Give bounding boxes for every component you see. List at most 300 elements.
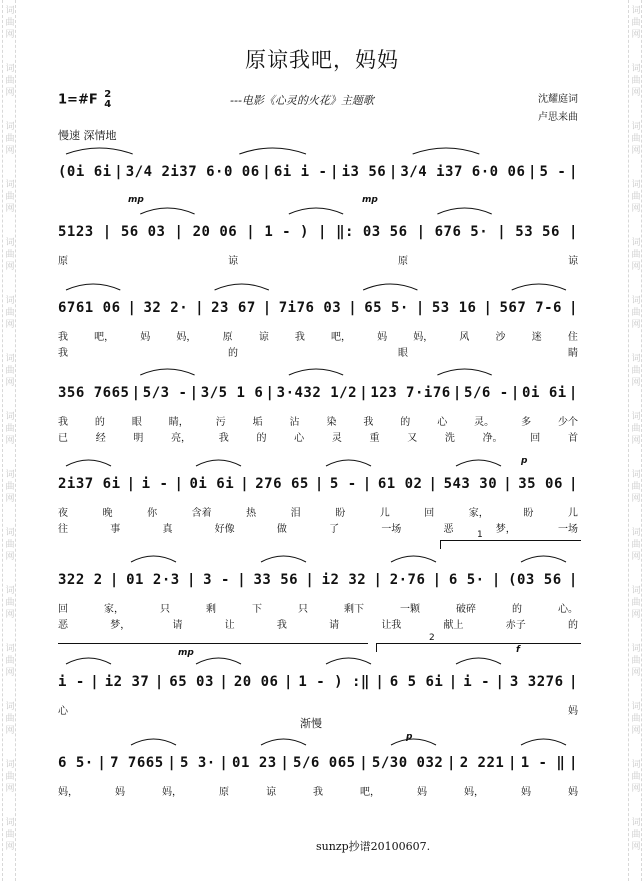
barline: | <box>90 674 100 690</box>
lyric-syllable: 我 <box>58 417 68 428</box>
lyric-syllable: 首 <box>567 433 578 444</box>
measure: (0i 6i <box>58 164 112 180</box>
watermark-char: 网 <box>5 726 15 736</box>
watermark-char: 曲 <box>631 366 641 376</box>
watermark-char: 曲 <box>5 656 15 666</box>
barline: | <box>174 476 184 492</box>
watermark-char: 曲 <box>631 134 641 144</box>
lyric-syllable: 原 <box>219 787 229 798</box>
watermark-char: 网 <box>5 204 15 214</box>
measure: 6761 06 <box>58 300 121 316</box>
lyric-syllable: 梦， <box>110 620 131 631</box>
lyric-syllable: 吧， <box>360 787 380 798</box>
lyric-syllable: 泪 <box>290 508 301 519</box>
watermark-char: 曲 <box>5 424 15 434</box>
measure: 01 23 <box>232 755 277 771</box>
lyric-syllable: 的 <box>256 433 267 444</box>
barline: | <box>114 164 124 180</box>
dynamic-mp-3: mp <box>178 648 194 658</box>
notes-row <box>58 373 578 401</box>
lyric-syllable: 风 <box>459 332 470 343</box>
watermark-char: 曲 <box>5 308 15 318</box>
lyric-syllable: 我 <box>58 332 68 343</box>
lyric-syllable: 垢 <box>252 417 263 428</box>
watermark-char: 网 <box>5 378 15 388</box>
measure: 7 7665 <box>110 755 164 771</box>
measure: 1 - ‖ <box>520 755 566 771</box>
measure: 23 67 <box>211 300 256 316</box>
barline: | <box>448 674 458 690</box>
lyric-syllable: 下 <box>252 604 262 615</box>
barline: | <box>373 572 383 588</box>
watermark-char: 网 <box>631 436 641 446</box>
measure: 6 5 6i <box>389 674 444 690</box>
lyric-syllable: 迷 <box>531 332 542 343</box>
score-line <box>58 560 578 652</box>
lyric-syllable: 已 <box>58 433 68 444</box>
measure: 3/5 1 6 <box>200 385 264 401</box>
barline: | <box>528 164 537 180</box>
lyrics-verse-2 <box>58 520 578 534</box>
barline: | <box>97 755 107 771</box>
measure: i2 37 <box>104 674 150 690</box>
lyric-syllable: 经 <box>95 433 106 444</box>
watermark-char: 词 <box>5 528 15 538</box>
watermark-char: 曲 <box>5 134 15 144</box>
watermark-char: 词 <box>5 296 15 306</box>
lyric-syllable: 夜 <box>58 508 68 519</box>
watermark-char: 曲 <box>631 76 641 86</box>
lyric-syllable: 剩 <box>206 604 216 615</box>
watermark-char: 网 <box>631 784 641 794</box>
lyric-syllable: 献上 <box>443 620 464 631</box>
lyrics-verse-1 <box>58 413 578 427</box>
watermark-char: 词 <box>5 354 15 364</box>
barline: | <box>330 164 339 180</box>
composer: 卢思来曲 <box>538 112 578 123</box>
barline: | <box>569 300 578 316</box>
lyric-syllable: 灵。 <box>474 417 495 428</box>
watermark-char: 网 <box>5 784 15 794</box>
lyric-syllable: 谅 <box>228 256 238 267</box>
lyric-syllable: 眼 <box>398 348 408 359</box>
measure: 123 7·i76 <box>370 385 451 401</box>
watermark-char: 网 <box>631 378 641 388</box>
lyric-syllable: 眼 <box>131 417 142 428</box>
measure: 567 7-6 <box>499 300 562 316</box>
measure: 01 2·3 <box>126 572 180 588</box>
lyrics-verse-1 <box>58 783 578 797</box>
lyric-syllable: 妈 <box>568 706 578 717</box>
measure: 5 3· <box>179 755 216 771</box>
barline: | <box>283 674 293 690</box>
watermark-char: 词 <box>5 586 15 596</box>
measure: 2·76 <box>389 572 426 588</box>
lyric-syllable: 赤子 <box>505 620 526 631</box>
watermark-char: 网 <box>631 842 641 852</box>
watermark-char: 曲 <box>631 192 641 202</box>
watermark-char: 网 <box>631 494 641 504</box>
barline: | <box>415 300 425 316</box>
barline: | <box>568 164 578 180</box>
measure: 322 2 <box>58 572 103 588</box>
lyric-syllable: 我 <box>276 620 287 631</box>
lyric-syllable: 心 <box>294 433 305 444</box>
measure: 276 65 <box>255 476 309 492</box>
watermark-char: 网 <box>5 88 15 98</box>
lyric-syllable: 儿 <box>379 508 390 519</box>
barline: | <box>127 300 137 316</box>
watermark-char: 曲 <box>631 772 641 782</box>
watermark-char: 网 <box>631 30 641 40</box>
barline: | <box>568 476 578 492</box>
lyric-syllable: 真 <box>162 524 173 535</box>
lyric-syllable: 盼 <box>523 508 534 519</box>
volta-second-number: 2 <box>429 633 435 643</box>
watermark-char: 曲 <box>631 598 641 608</box>
watermark-char: 网 <box>631 726 641 736</box>
watermark-char: 词 <box>631 470 641 480</box>
barline: | <box>265 385 275 401</box>
lyric-syllable: 我 <box>58 348 68 359</box>
measure: 356 7665 <box>58 385 130 401</box>
barline: | <box>388 164 398 180</box>
meter-top: 2 <box>104 89 112 100</box>
barline: | <box>569 755 578 771</box>
measure: 3 3276 <box>509 674 564 690</box>
lyric-syllable: 睛 <box>568 348 578 359</box>
lyric-syllable: 儿 <box>567 508 578 519</box>
watermark-char: 词 <box>631 296 641 306</box>
lyricist: 沈耀庭词 <box>538 94 578 105</box>
watermark-char: 词 <box>631 528 641 538</box>
dynamic-f: f <box>516 645 520 655</box>
measure: 6 5· <box>58 755 94 771</box>
lyric-syllable: 破碎 <box>456 604 476 615</box>
watermark-char: 词 <box>631 586 641 596</box>
watermark-char: 词 <box>5 238 15 248</box>
watermark-char: 曲 <box>5 540 15 550</box>
measure: 53 16 <box>431 300 477 316</box>
lyric-syllable: 谅 <box>266 787 276 798</box>
watermark-char: 曲 <box>5 366 15 376</box>
watermark-char: 曲 <box>5 714 15 724</box>
barline: | <box>109 572 119 588</box>
lyric-syllable: 请 <box>329 620 340 631</box>
score-line <box>58 373 578 465</box>
watermark-char: 网 <box>5 610 15 620</box>
lyric-syllable: 住 <box>567 332 578 343</box>
lyric-syllable: 晚 <box>102 508 113 519</box>
watermark-char: 词 <box>5 644 15 654</box>
lyrics-verse-2 <box>58 344 578 358</box>
measure: 5 - <box>329 476 357 492</box>
lyric-syllable: 回 <box>58 604 68 615</box>
lyrics-verse-2 <box>58 616 578 630</box>
lyric-syllable: 一颗 <box>400 604 420 615</box>
barline: | <box>154 674 164 690</box>
lyric-syllable: 剩下 <box>344 604 364 615</box>
measure: 7i76 03 <box>278 300 342 316</box>
measure: 61 02 <box>377 476 423 492</box>
measure: 33 56 <box>253 572 299 588</box>
meter-bottom: 4 <box>104 99 112 110</box>
measure: 1 - ) :‖ <box>298 674 370 690</box>
watermark-char: 词 <box>5 6 15 16</box>
lyric-syllable: 妈 <box>140 332 151 343</box>
barline: | <box>262 164 272 180</box>
lyrics-verse-1 <box>58 702 578 716</box>
watermark-char: 词 <box>631 760 641 770</box>
lyric-syllable: 家， <box>104 604 124 615</box>
watermark-char: 曲 <box>5 76 15 86</box>
lyric-syllable: 妈 <box>521 787 531 798</box>
barline: | <box>497 224 507 240</box>
barline: | <box>131 385 141 401</box>
watermark-char: 曲 <box>631 308 641 318</box>
barline: | <box>375 674 385 690</box>
measure: 5/3 - <box>142 385 188 401</box>
watermark-char: 曲 <box>631 656 641 666</box>
dynamic-p-2: p <box>406 732 413 742</box>
barline: | <box>237 572 247 588</box>
lyrics-verse-1 <box>58 252 578 266</box>
measure: 5/30 032 <box>371 755 444 771</box>
watermark-char: 曲 <box>631 830 641 840</box>
lyric-syllable: 梦， <box>495 524 516 535</box>
watermark-char: 曲 <box>631 714 641 724</box>
lyric-syllable: 妈， <box>413 332 434 343</box>
watermark-char: 网 <box>5 30 15 40</box>
watermark-char: 曲 <box>5 598 15 608</box>
barline: | <box>240 476 250 492</box>
lyric-syllable: 吧， <box>94 332 115 343</box>
lyric-syllable: 的 <box>567 620 578 631</box>
key-label: 1=#F <box>58 92 98 108</box>
watermark-char: 词 <box>631 238 641 248</box>
lyric-syllable: 原 <box>58 256 68 267</box>
watermark-char: 曲 <box>5 772 15 782</box>
measure: 2i37 6i <box>58 476 121 492</box>
watermark-char: 词 <box>631 180 641 190</box>
notes-row <box>58 743 578 771</box>
lyric-syllable: 让 <box>224 620 235 631</box>
lyric-syllable: 重 <box>369 433 380 444</box>
measure: i - <box>463 674 491 690</box>
barline: | <box>495 674 505 690</box>
watermark-char: 词 <box>5 412 15 422</box>
dynamic-mp-1: mp <box>128 195 144 205</box>
watermark-char: 网 <box>631 320 641 330</box>
barline: | <box>189 385 199 401</box>
barline: | <box>195 300 205 316</box>
lyric-syllable: 只 <box>160 604 170 615</box>
barline: | <box>416 224 426 240</box>
lyric-syllable: 热 <box>246 508 257 519</box>
barline: | <box>246 224 256 240</box>
watermark-char: 网 <box>5 552 15 562</box>
measure: 56 03 <box>120 224 166 240</box>
watermark-char: 网 <box>631 552 641 562</box>
lyric-syllable: 我 <box>294 332 305 343</box>
barline: | <box>280 755 290 771</box>
barline: | <box>568 572 578 588</box>
lyric-syllable: 往 <box>58 524 68 535</box>
subtitle: ---电影《心灵的火花》主题歌 <box>230 94 374 107</box>
measure: 0i 6i <box>189 476 235 492</box>
lyrics-verse-1 <box>58 328 578 342</box>
lyric-syllable: 多 <box>521 417 532 428</box>
lyric-syllable: 一场 <box>381 524 402 535</box>
measure: 5123 <box>58 224 94 240</box>
barline: | <box>102 224 112 240</box>
lyric-syllable: 我 <box>313 787 323 798</box>
lyric-syllable: 亮， <box>171 433 192 444</box>
barline: | <box>447 755 456 771</box>
notes-row <box>58 560 578 588</box>
key-signature <box>58 90 111 110</box>
barline: | <box>359 385 369 401</box>
lyric-syllable: 含着 <box>191 508 212 519</box>
lyric-syllable: 恶 <box>58 620 68 631</box>
watermark-char: 曲 <box>5 192 15 202</box>
watermark-char: 网 <box>631 668 641 678</box>
measure: 20 06 <box>192 224 238 240</box>
watermark-char: 网 <box>5 494 15 504</box>
measure: 65 5· <box>364 300 409 316</box>
lyric-syllable: 回 <box>530 433 541 444</box>
notes-row <box>58 212 578 240</box>
lyrics-verse-1 <box>58 504 578 518</box>
lyric-syllable: 睛， <box>168 417 189 428</box>
watermark-char: 词 <box>631 6 641 16</box>
measure: i - <box>58 674 85 690</box>
lyric-syllable: 沾 <box>289 417 300 428</box>
measure: 2 221 <box>459 755 505 771</box>
barline: | <box>348 300 358 316</box>
watermark-char: 词 <box>5 470 15 480</box>
barline: | <box>510 385 520 401</box>
lyric-syllable: 原 <box>222 332 233 343</box>
lyric-syllable: 恶 <box>443 524 454 535</box>
lyric-syllable: 妈 <box>377 332 388 343</box>
dynamic-mp-2: mp <box>362 195 378 205</box>
barline: | <box>568 385 578 401</box>
measure: i2 32 <box>321 572 367 588</box>
watermark-char: 曲 <box>631 540 641 550</box>
measure: i - <box>141 476 169 492</box>
watermark-char: 网 <box>631 146 641 156</box>
watermark-char: 词 <box>631 64 641 74</box>
lyric-syllable: 净。 <box>482 433 503 444</box>
lyric-syllable: 心。 <box>558 604 578 615</box>
lyric-syllable: 回 <box>424 508 435 519</box>
measure: 20 06 <box>233 674 279 690</box>
lyric-syllable: 妈 <box>115 787 125 798</box>
lyric-syllable: 谅 <box>258 332 269 343</box>
barline: | <box>318 224 327 240</box>
watermark-char: 词 <box>5 760 15 770</box>
right-watermark-strip <box>628 0 642 881</box>
lyric-syllable: 污 <box>215 417 226 428</box>
lyric-syllable: 的 <box>512 604 522 615</box>
lyric-syllable: 的 <box>228 348 238 359</box>
watermark-char: 网 <box>5 320 15 330</box>
lyric-syllable: 的 <box>400 417 411 428</box>
lyric-syllable: 请 <box>172 620 183 631</box>
measure: 6i i - <box>273 164 328 180</box>
lyric-syllable: 一场 <box>557 524 578 535</box>
lyric-syllable: 我 <box>363 417 374 428</box>
watermark-char: 词 <box>631 702 641 712</box>
barline: | <box>508 755 517 771</box>
notes-row <box>58 662 578 690</box>
lyric-syllable: 只 <box>298 604 308 615</box>
lyric-syllable: 妈， <box>464 787 484 798</box>
watermark-char: 曲 <box>5 830 15 840</box>
barline: | <box>568 674 578 690</box>
barline: | <box>262 300 272 316</box>
lyric-syllable: 妈 <box>417 787 427 798</box>
barline: | <box>314 476 324 492</box>
measure: 3 - <box>203 572 230 588</box>
measure: 3/4 i37 6·0 06 <box>400 164 526 180</box>
volta-first-continuation <box>58 643 368 644</box>
barline: | <box>167 755 177 771</box>
measure: 6 5· <box>448 572 485 588</box>
lyric-syllable: 灵 <box>331 433 342 444</box>
lyric-syllable: 妈， <box>58 787 78 798</box>
lyric-syllable: 妈， <box>162 787 182 798</box>
watermark-char: 网 <box>631 204 641 214</box>
lyric-syllable: 沙 <box>495 332 506 343</box>
lyric-syllable: 了 <box>329 524 340 535</box>
measure: 3/4 2i37 6·0 06 <box>125 164 260 180</box>
watermark-char: 词 <box>5 122 15 132</box>
volta-first <box>440 530 581 549</box>
volta-second <box>376 633 581 652</box>
song-title: 原谅我吧，妈妈 <box>245 48 399 72</box>
watermark-char: 曲 <box>631 482 641 492</box>
measure: 5/6 - <box>464 385 509 401</box>
lyric-syllable: 好像 <box>214 524 235 535</box>
notes-row <box>58 464 578 492</box>
measure: 5 - <box>539 164 567 180</box>
watermark-char: 曲 <box>5 250 15 260</box>
measure: 3·432 1/2 <box>276 385 357 401</box>
transcriber-signature: sunzp抄谱20100607. <box>316 840 431 853</box>
measure: 676 5· <box>434 224 489 240</box>
lyric-syllable: 又 <box>407 433 418 444</box>
lyric-syllable: 我 <box>218 433 229 444</box>
lyric-syllable: 做 <box>276 524 287 535</box>
barline: | <box>126 476 136 492</box>
watermark-char: 曲 <box>631 250 641 260</box>
lyric-syllable: 你 <box>147 508 158 519</box>
volta-first-number: 1 <box>477 530 483 540</box>
notes-row <box>58 152 578 180</box>
time-signature <box>104 90 111 110</box>
lyric-syllable: 明 <box>133 433 144 444</box>
barline: | <box>174 224 184 240</box>
lyric-syllable: 心 <box>437 417 448 428</box>
measure: ‖: 03 56 <box>336 224 408 240</box>
watermark-char: 曲 <box>5 482 15 492</box>
watermark-char: 网 <box>5 436 15 446</box>
watermark-char: 词 <box>5 818 15 828</box>
barline: | <box>428 476 438 492</box>
lyric-syllable: 妈 <box>568 787 578 798</box>
